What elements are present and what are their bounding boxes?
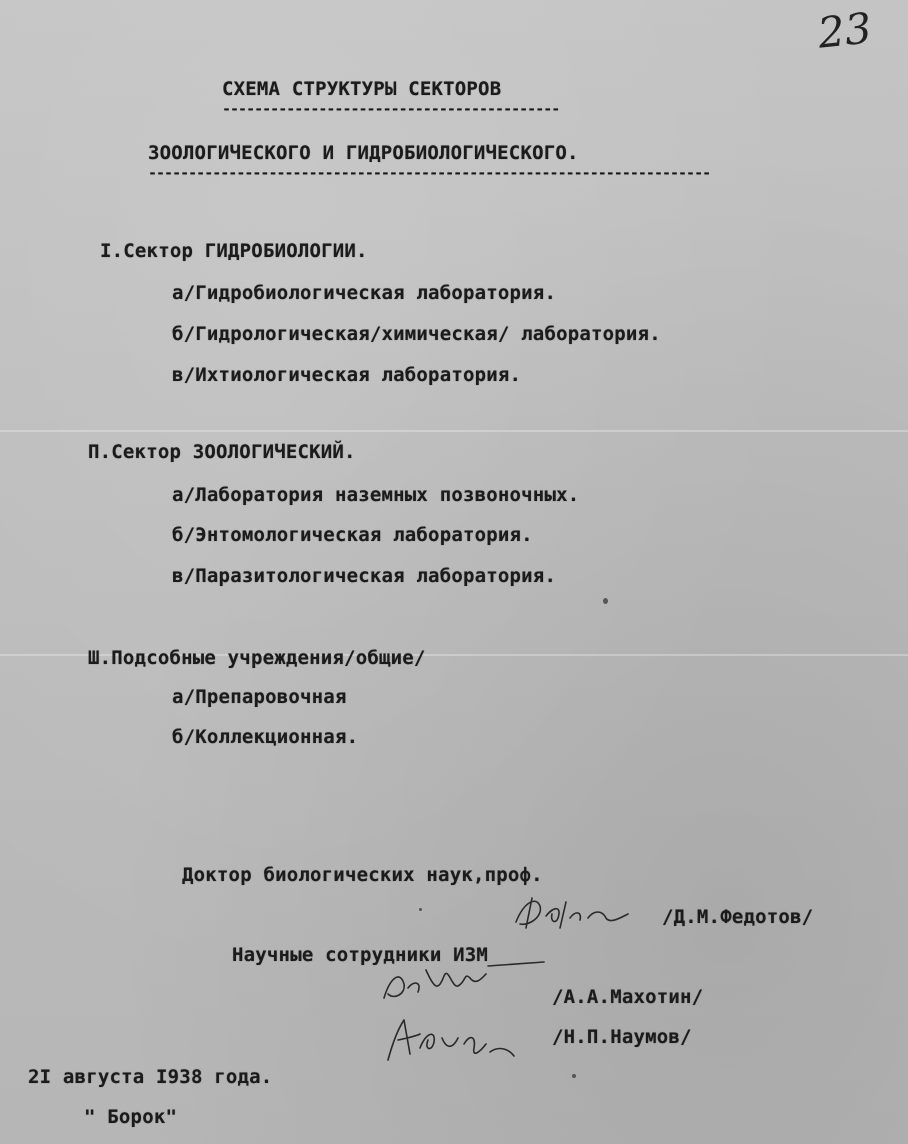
- staff-label: Научные сотрудники ИЗМ: [232, 944, 489, 966]
- page-number: 23: [815, 3, 874, 58]
- paper-speck: [572, 1074, 576, 1078]
- paper-speck: [603, 598, 608, 604]
- staff-name-2: /Н.П.Наумов/: [552, 1026, 692, 1048]
- section-2-item-b: б/Энтомологическая лаборатория.: [172, 524, 533, 546]
- document-date: 2I августа I938 года.: [28, 1066, 273, 1088]
- section-heading-2: П.Сектор ЗООЛОГИЧЕСКИЙ.: [88, 441, 356, 463]
- paper-speck: [419, 908, 422, 911]
- staff-name-1: /А.А.Махотин/: [552, 986, 704, 1008]
- section-1-item-b: б/Гидрологическая/химическая/ лаборатория.: [172, 323, 661, 345]
- section-heading-3: Ш.Подсобные учреждения/общие/: [88, 647, 426, 669]
- title-underline-2: ----------------------------------------------------------------------: [148, 164, 711, 182]
- title-underline-1: ------------------------------------------: [222, 100, 560, 118]
- section-1-item-c: в/Ихтиологическая лаборатория.: [172, 364, 522, 386]
- section-3-item-a: а/Препаровочная: [172, 686, 347, 708]
- title-line-1: СХЕМА СТРУКТУРЫ СЕКТОРОВ: [222, 78, 502, 100]
- section-1-item-a: а/Гидробиологическая лаборатория.: [172, 282, 557, 304]
- doctor-name: /Д.М.Федотов/: [662, 906, 814, 928]
- section-heading-1: I.Сектор ГИДРОБИОЛОГИИ.: [100, 240, 368, 262]
- paper-fold-line: [0, 430, 908, 432]
- section-2-item-a: а/Лаборатория наземных позвоночных.: [172, 484, 580, 506]
- section-3-item-b: б/Коллекционная.: [172, 726, 359, 748]
- fedotov-handwritten-signature: [510, 888, 640, 936]
- section-2-item-c: в/Паразитологическая лаборатория.: [172, 565, 557, 587]
- title-line-2: ЗООЛОГИЧЕСКОГО И ГИДРОБИОЛОГИЧЕСКОГО.: [148, 142, 579, 164]
- doctor-label: Доктор биологических наук,проф.: [182, 864, 543, 886]
- makhotin-handwritten-signature: [378, 958, 558, 1008]
- naumov-handwritten-signature: [380, 1008, 540, 1070]
- document-place: " Борок": [84, 1106, 178, 1128]
